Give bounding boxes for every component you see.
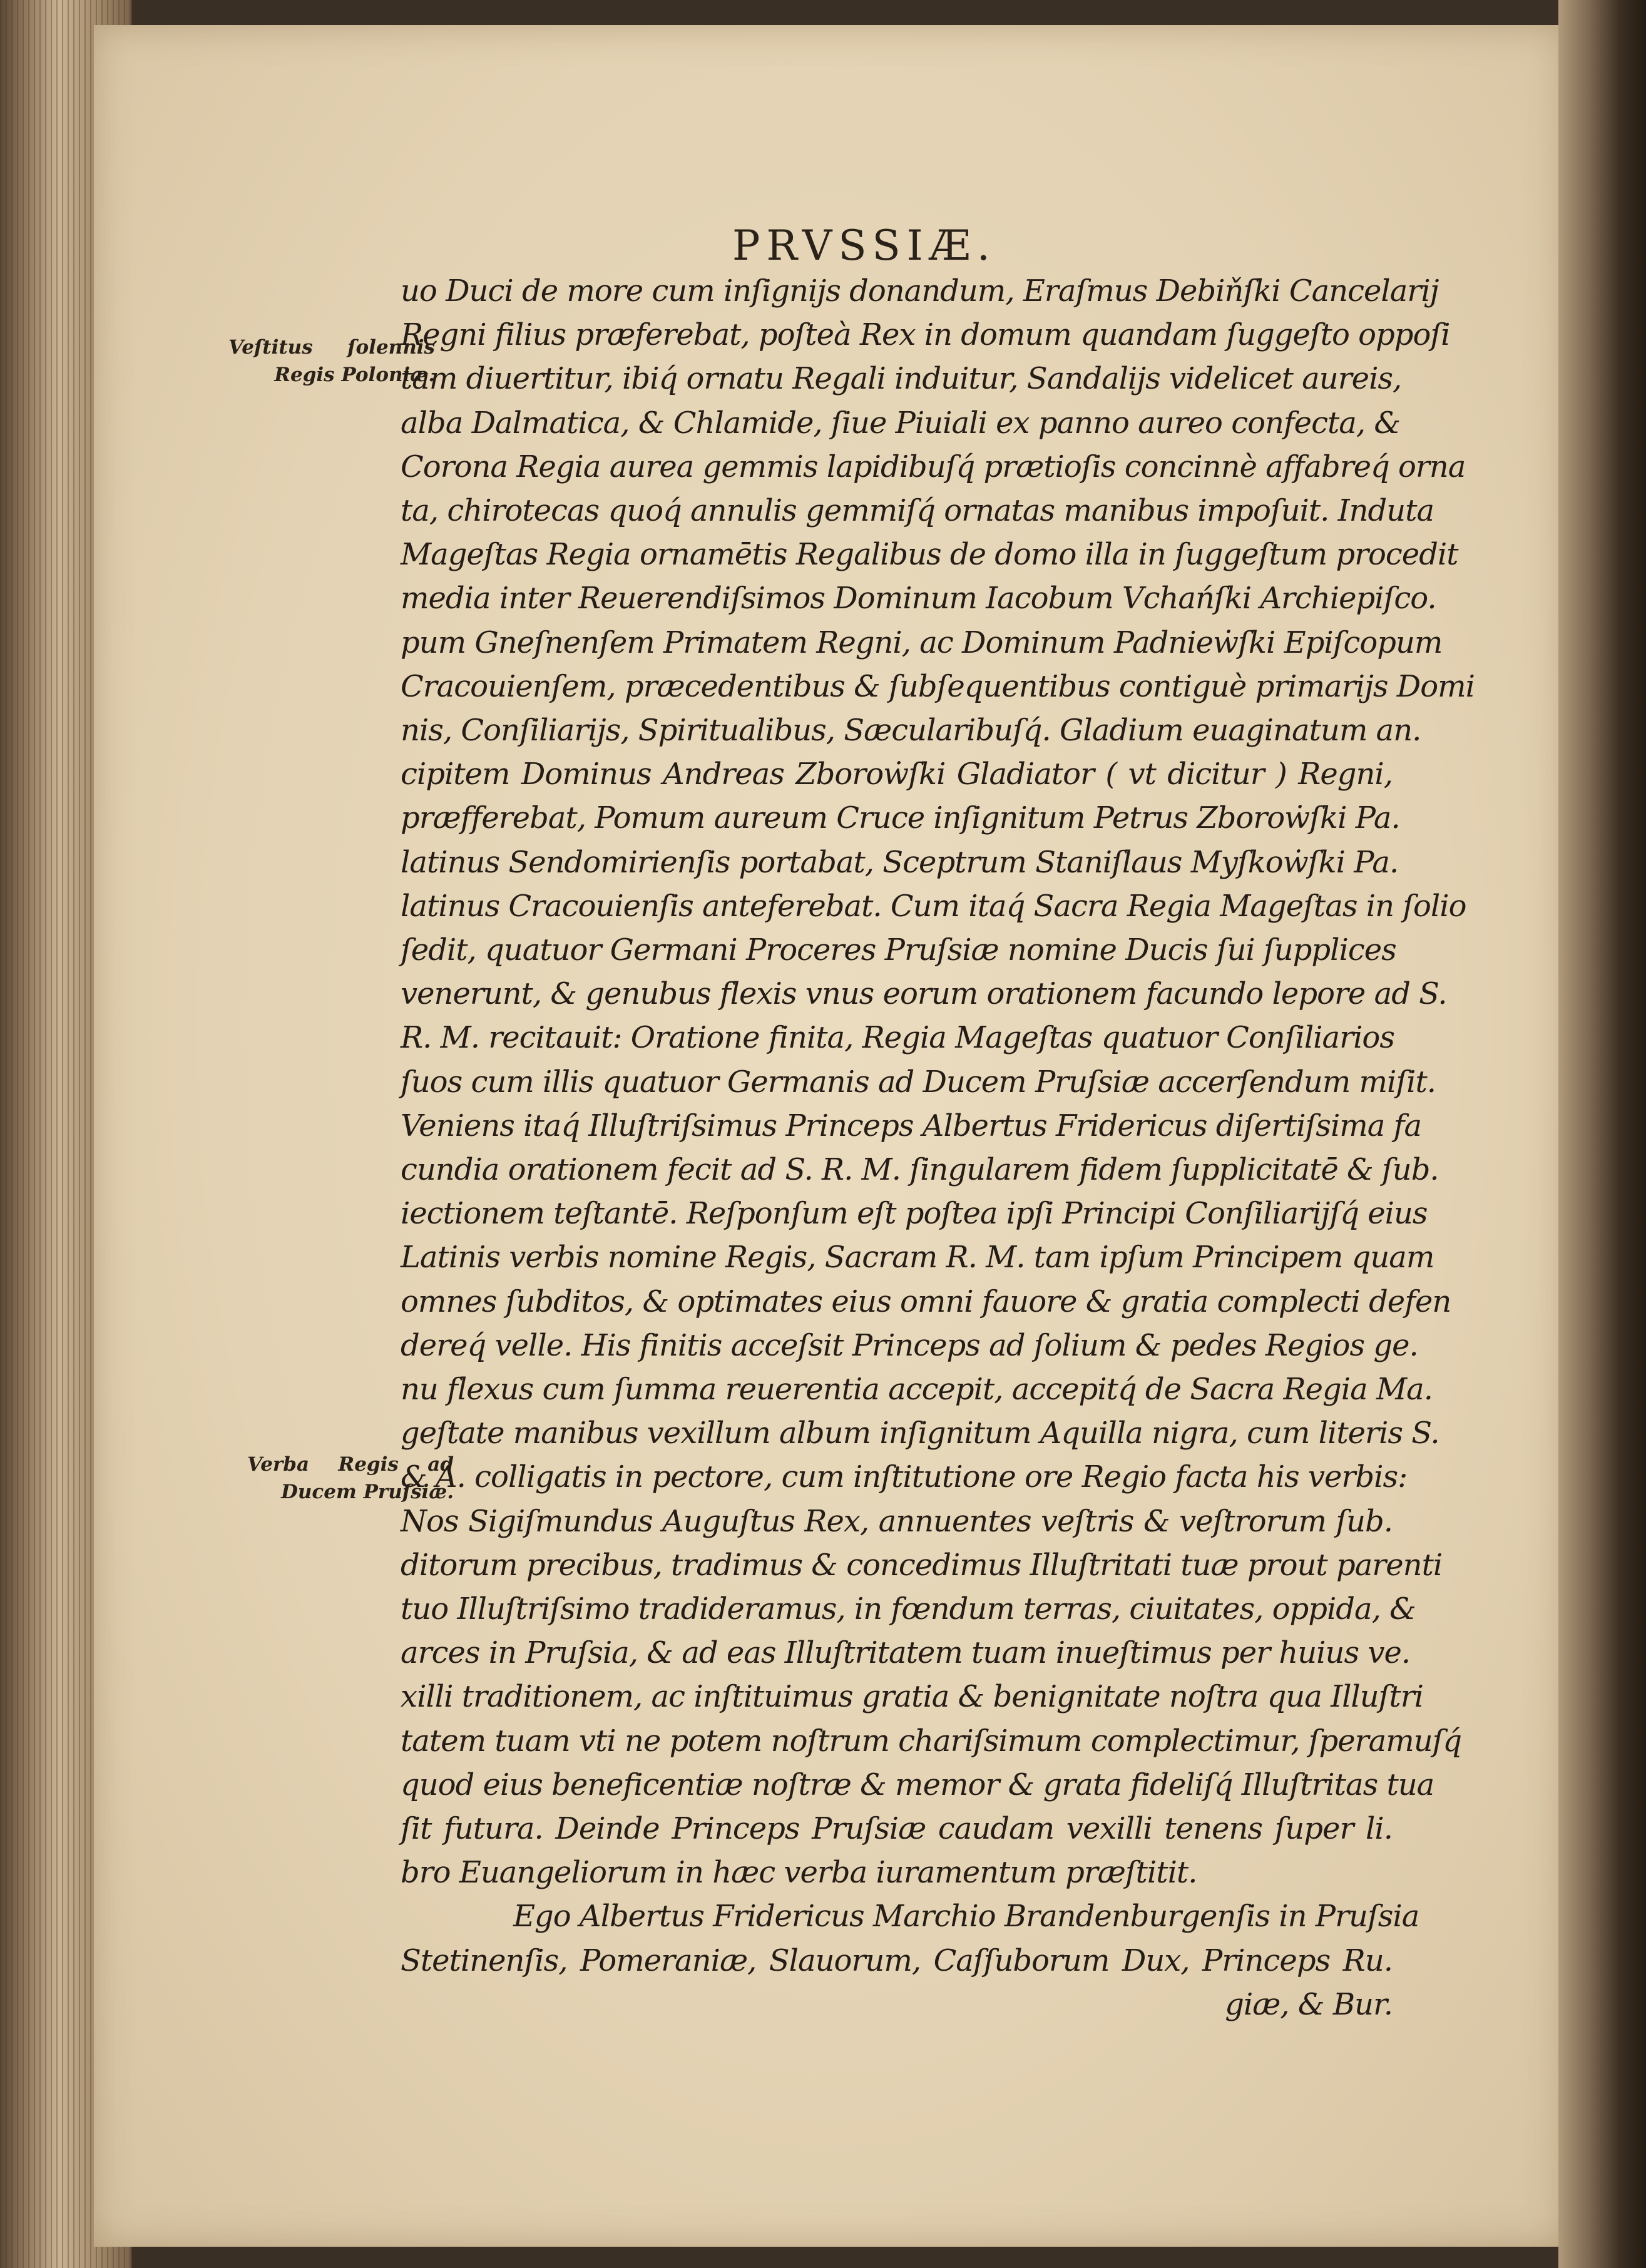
text-line: Veniens itaq́ Illuſtriſsimus Princeps Albertus Fridericus diſertiſsima fa: [401, 1108, 1422, 1143]
text-line: nis, Conſiliarijs, Spiritualibus, Sæcularibuſq́. Gladium euaginatum an.: [401, 713, 1421, 748]
text-line: ſit futura. Deinde Princeps Pruſsiæ caudam vexilli tenens ſuper li.: [401, 1811, 1393, 1846]
marginal-note-line: Ducem Pruſsiæ.: [280, 1481, 454, 1503]
text-line: tuo Illuſtriſsimo tradideramus, in fœndum terras, ciuitates, oppida, &: [401, 1591, 1416, 1627]
text-line: ta, chirotecas quoq́ annulis gemmiſq́ ornatas manibus impoſuit. Induta: [401, 493, 1434, 528]
text-line: uo Duci de more cum inſignijs donandum, Eraſmus Debiňſki Cancelarij: [401, 273, 1439, 309]
text-line: dereq́ velle. His finitis acceſsit Princeps ad ſolium & pedes Regios ge.: [401, 1327, 1418, 1363]
text-line: & A. colligatis in pectore, cum inſtitutione ore Regio facta his verbis:: [401, 1459, 1408, 1495]
text-line: latinus Sendomirienſis portabat, Sceptrum Staniſlaus Myſkoẇſki Pa.: [401, 844, 1399, 880]
text-line: iectionem teſtantē. Reſponſum eſt poſtea ipſi Principi Conſiliarijſq́ eius: [401, 1196, 1428, 1232]
text-line: Regni filius præferebat, poſteà Rex in domum quandam ſuggeſto oppoſi: [401, 317, 1450, 353]
text-line: media inter Reuerendiſsimos Dominum Iacobum Vchańſki Archiepiſco.: [401, 581, 1436, 616]
text-line: ſedit, quatuor Germani Proceres Pruſsiæ nomine Ducis ſui ſupplices: [401, 932, 1396, 968]
text-line: Cracouienſem, præcedentibus & ſubſequentibus contiguè primarijs Domi: [401, 668, 1475, 704]
text-line: giæ, & Bur.: [1225, 1986, 1393, 2022]
text-line: bro Euangeliorum in hæc verba iuramentum præſtitit.: [401, 1855, 1197, 1891]
text-line: ditorum precibus, tradimus & concedimus Illuſtritati tuæ prout parenti: [401, 1547, 1443, 1583]
marginal-note-line: Regis Poloniæ.: [274, 364, 435, 386]
text-line: alba Dalmatica, & Chlamide, ſiue Piuiali ex panno aureo confecta, &: [401, 405, 1401, 441]
text-line: latinus Cracouienſis anteferebat. Cum itaq́ Sacra Regia Mageſtas in ſolio: [401, 888, 1466, 924]
text-line: Ego Albertus Fridericus Marchio Brandenburgenſis in Pruſsia: [513, 1899, 1419, 1934]
text-line: tam diuertitur, ibiq́ ornatu Regali induitur, Sandalijs videlicet aureis,: [401, 361, 1402, 397]
text-line: cundia orationem fecit ad S. R. M. ſingularem fidem ſupplicitatē & ſub.: [401, 1152, 1439, 1187]
text-line: Stetinenſis, Pomeraniæ, Slauorum, Caſſuborum Dux, Princeps Ru.: [401, 1943, 1393, 1978]
text-line: venerunt, & genubus flexis vnus eorum orationem facundo lepore ad S.: [401, 976, 1447, 1012]
text-line: quod eius beneficentiæ noſtræ & memor & grata fideliſq́ Illuſtritas tua: [401, 1767, 1434, 1802]
text-line: Corona Regia aurea gemmis lapidibuſq́ prætioſis concinnè affabreq́ orna: [401, 449, 1466, 484]
running-head: PRVSSIÆ.: [732, 222, 996, 270]
text-line: ſuos cum illis quatuor Germanis ad Ducem Pruſsiæ accerſendum miſit.: [401, 1064, 1436, 1100]
text-line: omnes ſubditos, & optimates eius omni fauore & gratia complecti defen: [401, 1284, 1451, 1319]
text-line: cipitem Dominus Andreas Zboroẇſki Gladiator ( vt dicitur ) Regni,: [401, 757, 1393, 792]
text-line: præfferebat, Pomum aureum Cruce inſignitum Petrus Zboroẇſki Pa.: [401, 800, 1400, 836]
text-line: Mageſtas Regia ornamētis Regalibus de domo illa in ſuggeſtum procedit: [401, 537, 1458, 573]
marginal-note-line: Verba Regis ad: [247, 1453, 454, 1476]
text-line: nu flexus cum ſumma reuerentia accepit, accepitq́ de Sacra Regia Ma.: [401, 1372, 1433, 1407]
text-line: pum Gneſnenſem Primatem Regni, ac Dominum Padnieẇſki Epiſcopum: [401, 625, 1443, 660]
text-line: Latinis verbis nomine Regis, Sacram R. M. tam ipſum Principem quam: [401, 1240, 1434, 1275]
text-line: xilli traditionem, ac inſtituimus gratia & benignitate noſtra qua Illuſtri: [401, 1679, 1424, 1715]
text-line: Nos Sigiſmundus Auguſtus Rex, annuentes veſtris & veſtrorum ſub.: [401, 1503, 1393, 1539]
text-line: arces in Pruſsia, & ad eas Illuſtritatem tuam inueſtimus per huius ve.: [401, 1635, 1411, 1671]
book-gutter: [1558, 0, 1646, 2268]
text-line: geſtate manibus vexillum album inſignitum Aquilla nigra, cum literis S.: [401, 1416, 1439, 1451]
text-line: tatem tuam vti ne potem noſtrum chariſsimum complectimur, ſperamuſq́: [401, 1723, 1462, 1759]
text-line: R. M. recitauit: Oratione finita, Regia Mageſtas quatuor Conſiliarios: [401, 1020, 1394, 1056]
marginal-note-line: Veſtitus ſolennis: [228, 336, 435, 359]
